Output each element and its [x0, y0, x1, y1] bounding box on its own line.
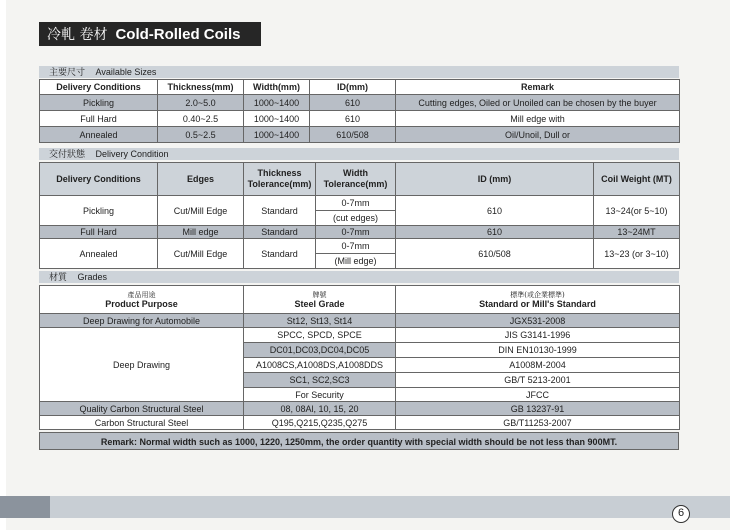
table-cell: St12, St13, St14: [244, 314, 396, 328]
header-cell: [244, 286, 396, 314]
table-row: [40, 402, 680, 416]
table-cell: GB 13237-91: [396, 402, 680, 416]
purpose-cn-header: 產品用途: [127, 290, 156, 299]
section-en-label: Available Sizes: [95, 67, 157, 77]
purpose-en-header: Product Purpose: [105, 298, 178, 309]
table-cell: 610/508: [310, 127, 396, 143]
width-tolerance-header: Tolerance(mm): [323, 179, 388, 189]
table-cell: 13~24MT: [594, 226, 680, 239]
table-cell: 0.5~2.5: [158, 127, 244, 143]
section-grades: [39, 271, 679, 283]
header-cell: ID(mm): [310, 80, 396, 95]
table-cell: JFCC: [396, 388, 680, 402]
table-cell: GB/T 5213-2001: [396, 373, 680, 388]
header-cell: Thickness Tolerance(mm): [244, 163, 316, 196]
page-edge: [0, 0, 6, 530]
table-cell: Deep Drawing: [40, 328, 244, 402]
table-row: [40, 328, 680, 343]
grade-cn-header: 牌號: [312, 290, 327, 299]
table-cell: 1000~1400: [244, 95, 310, 111]
table-cell: 1000~1400: [244, 127, 310, 143]
table-cell: DC01,DC03,DC04,DC05: [244, 343, 396, 358]
table-row: [40, 95, 680, 111]
table-cell: For Security: [244, 388, 396, 402]
table-cell: Full Hard: [40, 226, 158, 239]
section-en-label: Delivery Condition: [95, 149, 169, 159]
delivery-table: [39, 162, 680, 269]
remark-note: Remark: Normal width such as 1000, 1220, 1250mm, the order quantity with special width should be not less than 900MT.: [39, 432, 679, 450]
header-cell: Remark: [396, 80, 680, 95]
table-cell: A1008CS,A1008DS,A1008DDS: [244, 358, 396, 373]
title-cn: 冷軋 卷材: [47, 27, 108, 43]
table-cell: A1008M-2004: [396, 358, 680, 373]
table-cell: Q195,Q215,Q235,Q275: [244, 416, 396, 430]
table-row: [40, 239, 680, 254]
table-cell: Cut/Mill Edge: [158, 196, 244, 226]
header-cell: [40, 286, 244, 314]
table-cell: 2.0~5.0: [158, 95, 244, 111]
table-cell: 0-7mm: [316, 226, 396, 239]
table-cell: 0-7mm: [316, 196, 396, 211]
table-cell: 08, 08Al, 10, 15, 20: [244, 402, 396, 416]
table-cell: Standard: [244, 196, 316, 226]
grades-table: [39, 285, 680, 430]
table-cell: 13~24(or 5~10): [594, 196, 680, 226]
table-cell: GB/T11253-2007: [396, 416, 680, 430]
table-cell: Carbon Structural Steel: [40, 416, 244, 430]
table-cell: 610/508: [396, 239, 594, 269]
table-row: [40, 416, 680, 430]
table-cell: 0.40~2.5: [158, 111, 244, 127]
header-cell: Delivery Conditions: [40, 163, 158, 196]
table-cell: Mill edge with: [396, 111, 680, 127]
table-cell: Quality Carbon Structural Steel: [40, 402, 244, 416]
sizes-table: [39, 79, 680, 143]
table-cell: 610: [396, 226, 594, 239]
header-cell: [316, 163, 396, 196]
table-cell: 0-7mm: [316, 239, 396, 254]
header-cell: Delivery Conditions: [40, 80, 158, 95]
table-cell: JIS G3141-1996: [396, 328, 680, 343]
table-cell: JGX531-2008: [396, 314, 680, 328]
header-cell: Edges: [158, 163, 244, 196]
bottom-stripe: [0, 496, 730, 518]
section-delivery-condition: [39, 148, 679, 160]
title-en: Cold-Rolled Coils: [115, 25, 241, 43]
table-cell: (Mill edge): [316, 254, 396, 269]
page-title: [39, 22, 261, 46]
table-cell: 610: [396, 196, 594, 226]
table-cell: Pickling: [40, 196, 158, 226]
table-cell: DIN EN10130-1999: [396, 343, 680, 358]
table-cell: Annealed: [40, 127, 158, 143]
section-cn-label: 主要尺寸: [49, 68, 86, 78]
table-cell: Standard: [244, 239, 316, 269]
bottom-stripe-accent: [0, 496, 50, 518]
table-cell: Cut/Mill Edge: [158, 239, 244, 269]
table-row: [40, 314, 680, 328]
header-cell: Thickness(mm): [158, 80, 244, 95]
table-cell: 610: [310, 95, 396, 111]
header-cell: Coil Weight (MT): [594, 163, 680, 196]
table-row: [40, 196, 680, 211]
table-cell: Full Hard: [40, 111, 158, 127]
section-cn-label: 材質: [49, 273, 68, 283]
table-cell: 1000~1400: [244, 111, 310, 127]
grade-en-header: Steel Grade: [294, 298, 345, 309]
table-cell: Oil/Unoil, Dull or: [396, 127, 680, 143]
table-cell: 610: [310, 111, 396, 127]
page-number: 6: [672, 505, 690, 523]
section-available-sizes: [39, 66, 679, 78]
header-cell: ID (mm): [396, 163, 594, 196]
table-cell: Cutting edges, Oiled or Unoiled can be chosen by the buyer: [396, 95, 680, 111]
width-header: Width: [343, 168, 368, 178]
table-cell: 13~23 (or 3~10): [594, 239, 680, 269]
table-cell: Annealed: [40, 239, 158, 269]
table-row: [40, 111, 680, 127]
table-row: [40, 226, 680, 239]
table-cell: SC1, SC2,SC3: [244, 373, 396, 388]
header-cell: Width(mm): [244, 80, 310, 95]
table-cell: Deep Drawing for Automobile: [40, 314, 244, 328]
table-cell: SPCC, SPCD, SPCE: [244, 328, 396, 343]
section-cn-label: 交付狀態: [49, 150, 86, 160]
standard-cn-header: 標準(或企業標準): [510, 290, 565, 299]
section-en-label: Grades: [77, 272, 108, 282]
table-cell: Mill edge: [158, 226, 244, 239]
table-cell: Standard: [244, 226, 316, 239]
sizes-header-row: [40, 80, 680, 95]
table-row: [40, 127, 680, 143]
grades-header-row: [40, 286, 680, 314]
table-cell: Pickling: [40, 95, 158, 111]
delivery-header-row: [40, 163, 680, 196]
standard-en-header: Standard or Mill's Standard: [479, 298, 596, 309]
table-cell: (cut edges): [316, 211, 396, 226]
header-cell: [396, 286, 680, 314]
